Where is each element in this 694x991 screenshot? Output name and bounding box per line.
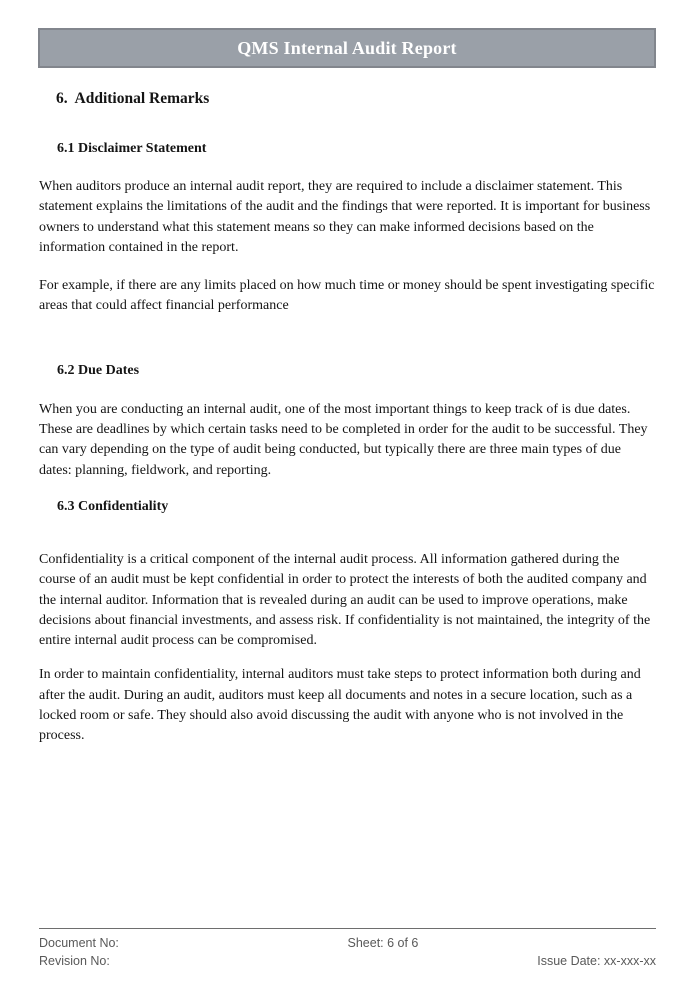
subsection-heading-due-dates: 6.2 Due Dates xyxy=(57,362,140,378)
subsection-heading-confidentiality: 6.3 Confidentiality xyxy=(57,498,169,514)
revision-no-label: Revision No: xyxy=(39,954,110,968)
issue-date-label: Issue Date: xx-xxx-xx xyxy=(537,954,656,968)
section-title: 6. Additional Remarks xyxy=(56,90,210,107)
footer-row xyxy=(39,952,656,970)
paragraph: Confidentiality is a critical component of the internal audit process. All information gathered during the course of an audit must be kept confidential in order to protect the interests of both the audited company and the internal auditor. Information that is revealed during an audit can be used to improve operations, make decisions about financial investments, and assess risk. If confidentiality is not maintained, the integrity of the entire internal audit process can be compromised. xyxy=(39,551,651,649)
footer-row xyxy=(39,934,656,952)
footer-divider xyxy=(39,928,656,929)
page-footer xyxy=(39,928,656,970)
paragraph: In order to maintain confidentiality, internal auditors must take steps to protect information both during and after the audit. During an audit, auditors must keep all documents and notes in a secure location, such as a locked room or safe. They should also avoid discussing the audit with anyone who is not involved in the process. xyxy=(39,667,641,744)
document-no-label: Document No: xyxy=(39,936,119,950)
document-body xyxy=(39,141,656,747)
report-title: QMS Internal Audit Report xyxy=(237,37,457,58)
paragraph: For example, if there are any limits placed on how much time or money should be spent investigating specific areas that could affect financial performance xyxy=(39,278,655,314)
report-banner xyxy=(38,28,656,68)
paragraph: When auditors produce an internal audit report, they are required to include a disclaimer statement. This statement explains the limitations of the audit and the findings that were reported. It is important for business owners to understand what this statement means so they can make informed decisions based on the information contained in the report. xyxy=(39,179,651,255)
subsection-heading-disclaimer: 6.1 Disclaimer Statement xyxy=(57,141,207,156)
sheet-label: Sheet: 6 of 6 xyxy=(347,936,419,950)
paragraph: When you are conducting an internal audit, one of the most important things to keep track of is due dates. These are deadlines by which certain tasks need to be completed in order for the audit to be successful. They can vary depending on the type of audit being conducted, but typically there are three main types of due dates: planning, fieldwork, and reporting. xyxy=(39,401,648,478)
